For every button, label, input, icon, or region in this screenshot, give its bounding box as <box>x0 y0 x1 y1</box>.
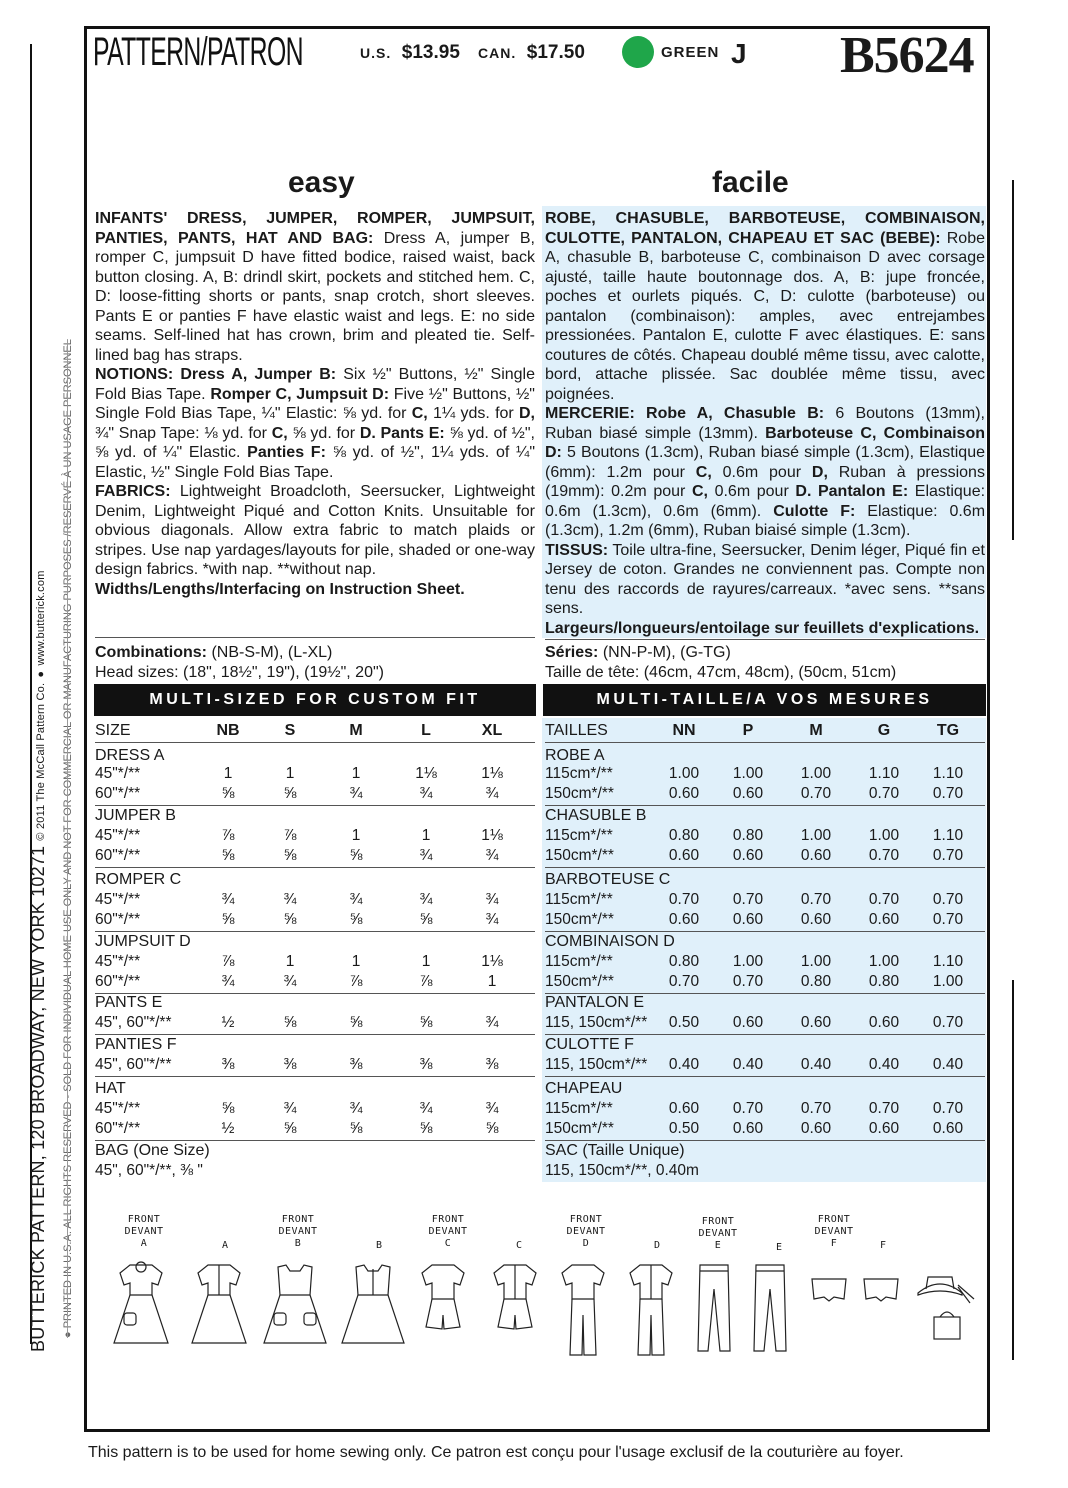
fabric-width: 45"*/** <box>95 827 141 844</box>
garment-section: HAT <box>95 1080 126 1097</box>
yardage-value: ⅜ <box>349 1056 363 1073</box>
yardage-value: ¾ <box>419 785 433 802</box>
size-header-P: P <box>742 722 754 739</box>
easy-heading: easy <box>288 166 355 199</box>
table-row-divider <box>545 867 985 868</box>
yardage-value: 0.60 <box>800 911 832 928</box>
fabric-width: 45", 60"*/** <box>95 1014 172 1031</box>
footer-note: This pattern is to be used for home sewing only. Ce patron est conçu pour l'usage exclusif de la couturière au foyer. <box>88 1444 904 1461</box>
yardage-value: 0.60 <box>668 847 700 864</box>
view-front-label: FRONT <box>817 1214 851 1225</box>
yardage-value: ⅝ <box>485 1120 499 1137</box>
yardage-value: 1 <box>285 765 295 782</box>
garment-section: PANTALON E <box>545 994 644 1011</box>
view-front-letter: D <box>582 1238 590 1249</box>
yardage-value: 0.80 <box>668 827 700 844</box>
yardage-value: ¾ <box>349 891 363 908</box>
yardage-value: 0.70 <box>868 891 900 908</box>
fabric-width: 60"*/** <box>95 847 141 864</box>
yardage-value: 1 <box>285 953 295 970</box>
view-label <box>698 1216 738 1252</box>
garment-section: CULOTTE F <box>545 1036 634 1053</box>
view-label <box>278 1214 318 1250</box>
view-front-label: FRONT <box>431 1214 465 1225</box>
view-front-letter: C <box>444 1238 452 1249</box>
yardage-value: ½ <box>221 1014 235 1031</box>
view-devant-label: DEVANT <box>124 1226 164 1237</box>
garment-section: CHAPEAU <box>545 1080 623 1097</box>
view-devant-label: DEVANT <box>428 1226 468 1237</box>
yardage-value: 1.00 <box>932 973 964 990</box>
garment-section: DRESS A <box>95 747 165 764</box>
size-header-label: TAILLES <box>545 722 608 739</box>
yardage-value: 1.00 <box>732 765 764 782</box>
yardage-value: 0.70 <box>732 891 764 908</box>
yardage-value: 0.70 <box>932 847 964 864</box>
garment-section: BARBOTEUSE C <box>545 871 671 888</box>
view-front-letter: E <box>714 1240 722 1251</box>
table-row-divider <box>95 1076 535 1077</box>
yardage-value: ⅜ <box>419 1056 433 1073</box>
yardage-value: 0.70 <box>868 847 900 864</box>
yardage-value: 0.60 <box>732 911 764 928</box>
yardage-value: 0.70 <box>800 891 832 908</box>
garment-section: COMBINAISON D <box>545 933 675 950</box>
yardage-value: 1.00 <box>732 953 764 970</box>
yardage-value: 1.10 <box>932 765 964 782</box>
sketch-jumper-b-back <box>342 1265 404 1343</box>
table-row-divider <box>95 805 535 806</box>
yardage-value: 0.40 <box>732 1056 764 1073</box>
yardage-value: 0.80 <box>868 973 900 990</box>
yardage-value: 0.80 <box>800 973 832 990</box>
size-header-XL: XL <box>481 722 503 739</box>
fabric-width: 60"*/** <box>95 1120 141 1137</box>
us-price: U.S. $13.95 <box>360 42 460 63</box>
view-label <box>124 1214 164 1250</box>
fabric-width: 115cm*/** <box>545 765 613 782</box>
sketch-pants-e-back <box>754 1265 786 1351</box>
view-back-letter: D <box>654 1240 661 1251</box>
fabric-width: 45", 60"*/**, ⅜ " <box>95 1162 203 1179</box>
garment-section: ROBE A <box>545 747 605 764</box>
view-front-label: FRONT <box>281 1214 315 1225</box>
yardage-value: ¾ <box>419 1100 433 1117</box>
view-label <box>814 1214 854 1250</box>
yardage-value: ⅞ <box>221 827 235 844</box>
yardage-value: 0.70 <box>668 973 700 990</box>
yardage-value: ¾ <box>485 1100 499 1117</box>
yardage-value: ⅝ <box>283 785 297 802</box>
fabric-width: 45"*/** <box>95 765 141 782</box>
yardage-value: ¾ <box>283 1100 297 1117</box>
view-back-letter: A <box>222 1240 229 1251</box>
side-printed-text: ● PRINTED IN U.S.A. ALL RIGHTS RESERVED - SOLD FOR INDIVIDUAL HOME USE ONLY AND NOT FOR COMMERCIAL OR MANUFACTURING PURPOSES /RESERVÉ À UN USAGE PERSONNEL <box>62 339 74 1338</box>
yardage-value: 0.70 <box>668 891 700 908</box>
fabric-width: 60"*/** <box>95 973 141 990</box>
yardage-value: ¾ <box>485 891 499 908</box>
yardage-value: 0.70 <box>732 973 764 990</box>
size-header-label: SIZE <box>95 722 131 739</box>
view-back-letter: C <box>516 1240 523 1251</box>
table-row-divider <box>545 1034 985 1035</box>
fabric-width: 115cm*/** <box>545 891 613 908</box>
sketch-panties-f-front <box>812 1279 846 1301</box>
divider-fr <box>545 639 985 640</box>
yardage-value: 0.50 <box>668 1120 700 1137</box>
yardage-value: 0.60 <box>732 785 764 802</box>
yardage-value: ¾ <box>485 911 499 928</box>
yardage-value: 0.60 <box>668 785 700 802</box>
yardage-value: 1.10 <box>932 953 964 970</box>
yardage-value: ⅝ <box>349 847 363 864</box>
table-row-divider <box>95 931 535 932</box>
yardage-value: 0.40 <box>800 1056 832 1073</box>
size-header-TG: TG <box>936 722 960 739</box>
sketch-pants-e-front <box>698 1265 730 1351</box>
garment-sketches <box>100 1255 980 1365</box>
table-row-divider <box>545 1076 985 1077</box>
yardage-value: ⅝ <box>221 1100 235 1117</box>
yardage-value: 0.70 <box>932 1100 964 1117</box>
pattern-title: PATTERN/PATRON <box>93 30 303 74</box>
sketch-romper-c-front <box>422 1265 464 1329</box>
fabric-width: 115cm*/** <box>545 953 613 970</box>
table-row-divider <box>545 742 985 743</box>
garment-section: ROMPER C <box>95 871 182 888</box>
yardage-value: ⅝ <box>349 911 363 928</box>
right-margin-rule-top <box>1012 180 1014 540</box>
yardage-value: 0.70 <box>932 891 964 908</box>
size-header-M: M <box>349 722 363 739</box>
yardage-value: 1 <box>421 827 431 844</box>
yardage-value: 1.00 <box>800 827 832 844</box>
size-header-G: G <box>877 722 891 739</box>
table-row-divider <box>545 1140 985 1141</box>
yardage-value: 0.70 <box>868 1100 900 1117</box>
table-row-divider <box>95 867 535 868</box>
view-front-letter: A <box>140 1238 148 1249</box>
yardage-value: 0.70 <box>932 1014 964 1031</box>
yardage-value: ⅝ <box>349 1014 363 1031</box>
size-header-S: S <box>284 722 296 739</box>
yardage-value: 0.60 <box>800 1120 832 1137</box>
yardage-value: ⅝ <box>419 1120 433 1137</box>
yardage-value: 0.70 <box>932 911 964 928</box>
yardage-value: ¾ <box>485 847 499 864</box>
green-dot-icon <box>622 36 654 68</box>
yardage-value: 0.70 <box>732 1100 764 1117</box>
banner-en: MULTI-SIZED FOR CUSTOM FIT <box>94 684 536 716</box>
fabric-width: 150cm*/** <box>545 911 614 928</box>
yardage-value: ¾ <box>349 785 363 802</box>
view-front-letter: B <box>294 1238 302 1249</box>
garment-section: BAG (One Size) <box>95 1142 210 1159</box>
yardage-value: ⅝ <box>283 1014 297 1031</box>
yardage-value: 1.00 <box>800 953 832 970</box>
view-front-label: FRONT <box>569 1214 603 1225</box>
yardage-value: 0.60 <box>668 1100 700 1117</box>
yardage-value: ¾ <box>283 973 297 990</box>
yardage-value: 0.70 <box>800 1100 832 1117</box>
fabric-width: 115, 150cm*/**, 0.40m <box>545 1162 699 1179</box>
yardage-value: 0.60 <box>800 847 832 864</box>
yardage-value: 1⅛ <box>481 765 503 782</box>
yardage-value: ⅝ <box>221 785 235 802</box>
banner-fr: MULTI-TAILLE/A VOS MESURES <box>543 684 986 716</box>
table-row-divider <box>95 1034 535 1035</box>
yardage-value: ¾ <box>221 891 235 908</box>
yardage-value: ⅝ <box>283 847 297 864</box>
yardage-value: 1.10 <box>932 827 964 844</box>
yardage-value: 0.60 <box>732 1014 764 1031</box>
yardage-value: 0.70 <box>800 785 832 802</box>
view-label <box>428 1214 468 1250</box>
yardage-value: ⅜ <box>283 1056 297 1073</box>
yardage-value: ¾ <box>485 785 499 802</box>
sketch-romper-c-back <box>494 1265 536 1329</box>
yardage-value: ¾ <box>221 973 235 990</box>
yardage-value: 0.40 <box>668 1056 700 1073</box>
combinations-fr: Séries: (NN-P-M), (G-TG) Taille de tête: (46cm, 47cm, 48cm), (50cm, 51cm) <box>545 644 897 681</box>
fabric-width: 150cm*/** <box>545 973 614 990</box>
yardage-value: 1⅛ <box>415 765 437 782</box>
fabric-width: 150cm*/** <box>545 785 614 802</box>
view-devant-label: DEVANT <box>698 1228 738 1239</box>
yardage-value: ⅝ <box>349 1120 363 1137</box>
view-back-letter: B <box>376 1240 383 1251</box>
fabric-width: 150cm*/** <box>545 1120 614 1137</box>
yardage-value: 0.60 <box>668 911 700 928</box>
english-description: INFANTS' DRESS, JUMPER, ROMPER, JUMPSUIT, PANTIES, PANTS, HAT AND BAG: Dress A, jumper B, romper C, jumpsuit D have fitted bodice, raised waist, back button closing. A, B: drindl skirt, pockets and stitched hem. C, D: loose-fitting shorts or pants, snap crotch, short sleeves. Pants E or panties F have elastic waist and legs. E: no side seams. Self-lined hat has crown, brim and pleated tie. Self-lined bag has straps. NOTIONS: Dress A, Jumper B: Six ½" Buttons, ½" Single Fold Bias Tape. Romper C, Jumpsuit D: Five ½" Buttons, ½" Single Fold Bias Tape, ¼" Elastic: ⅝ yd. for C, 1¼ yds. for D, ¾" Snap Tape: ⅛ yd. for C, ⅝ yd. for D. Pants E: ⅝ yd. of ½", ⅝ yd. of ¼" Elastic. Panties F: ⅝ yd. of ½", 1¼ yds. of ¼" Elastic, ½" Single Fold Bias Tape. FABRICS: Lightweight Broadcloth, Seersucker, Lightweight Denim, Lightweight Piqué and Cotton Knits. Unsuitable for obvious diagonals. Allow extra fabric to match plaids or stripes. Use nap yardages/layouts for pile, shaded or one-way design fabrics. *with nap. **without nap. Widths/Lengths/Interfacing on Instruction Sheet. <box>95 210 536 598</box>
fabric-width: 45"*/** <box>95 953 141 970</box>
sketch-dress-a-front <box>114 1262 168 1343</box>
yardage-value: 0.60 <box>732 847 764 864</box>
view-devant-label: DEVANT <box>278 1226 318 1237</box>
sketch-jumpsuit-d-front <box>562 1265 604 1355</box>
garment-section: PANTS E <box>95 994 163 1011</box>
size-header-NN: NN <box>672 722 696 739</box>
yardage-value: ⅞ <box>221 953 235 970</box>
yardage-value: ⅝ <box>221 911 235 928</box>
view-devant-label: DEVANT <box>566 1226 606 1237</box>
table-row-divider <box>545 805 985 806</box>
color-name: GREEN <box>661 44 720 61</box>
sketch-panties-f-back <box>864 1279 898 1301</box>
yardage-value: 1.00 <box>868 827 900 844</box>
yardage-value: ⅝ <box>283 911 297 928</box>
fabric-width: 115cm*/** <box>545 1100 613 1117</box>
yardage-value: ⅝ <box>283 1120 297 1137</box>
fabric-width: 115, 150cm*/** <box>545 1056 648 1073</box>
yardage-value: ¾ <box>283 891 297 908</box>
yardage-value: ⅝ <box>419 911 433 928</box>
sketch-dress-a-back <box>192 1265 246 1343</box>
yardage-value: ¾ <box>419 847 433 864</box>
yardage-value: 1.00 <box>800 765 832 782</box>
view-front-letter: F <box>830 1238 838 1249</box>
fabric-width: 45", 60"*/** <box>95 1056 172 1073</box>
yardage-value: ¾ <box>349 1100 363 1117</box>
yardage-value: ¾ <box>419 891 433 908</box>
yardage-value: ⅜ <box>485 1056 499 1073</box>
price-letter: J <box>731 38 747 69</box>
table-row-divider <box>545 993 985 994</box>
yardage-value: 1 <box>351 765 361 782</box>
view-label <box>566 1214 606 1250</box>
yardage-value: 0.60 <box>732 1120 764 1137</box>
fabric-width: 60"*/** <box>95 911 141 928</box>
french-description: ROBE, CHASUBLE, BARBOTEUSE, COMBINAISON, CULOTTE, PANTALON, CHAPEAU ET SAC (BEBE): Robe A, chasuble B, barboteuse C, combinaison D avec corsage ajusté, taille haute boutonnage dos. A, B: jupe froncée, poches et ourlets piqués. C, D: culotte (barboteuse) ou pantalon (combinaison): amples, avec entrejambes pressionées. Pantalon E, culotte F avec élastiques. E: sans coutures de côtés. Chapeau doublé même tissu, avec calotte, bord, attache plissée. Sac doublée même tissu, avec poignées. MERCERIE: Robe A, Chasuble B: 6 Boutons (13mm), Ruban biasé simple (13mm). Barboteuse C, Combinaison D: 5 Boutons (1.3cm), Ruban biasé simple (1.3cm), Elastique (6mm): 1.2m pour C, 0.6m pour D, Ruban à pressions (19mm): 0.2m pour C, 0.6m pour D. Pantalon E: Elastique: 0.6m (1.3cm), 0.6m (6mm). Culotte F: Elastique: 0.6m (1.3cm), 1.2m (6mm), Ruban biaisé simple (1.3cm). TISSUS: Toile ultra-fine, Seersucker, Denim léger, Piqué fin et Jersey de coton. Grandes ne conviennent pas. Compte non tenu des raccords de rayures/carreaux. *avec sens. **sans sens. Largeurs/longueurs/entoilage sur feuillets d'explications. <box>545 210 986 637</box>
garment-section: PANTIES F <box>95 1036 177 1053</box>
fabric-width: 45"*/** <box>95 891 141 908</box>
table-row-divider <box>95 1140 535 1141</box>
yardage-value: 0.80 <box>732 827 764 844</box>
yardage-value: 1.10 <box>868 765 900 782</box>
garment-section: CHASUBLE B <box>545 807 647 824</box>
size-header-NB: NB <box>216 722 240 739</box>
yardage-value: 0.60 <box>868 1014 900 1031</box>
fabric-width: 150cm*/** <box>545 847 614 864</box>
yardage-value: ⅞ <box>349 973 363 990</box>
size-header-L: L <box>421 722 431 739</box>
yardage-value: 1 <box>223 765 233 782</box>
divider-en <box>95 637 535 638</box>
can-price: CAN. $17.50 <box>478 42 585 63</box>
yardage-value: 0.60 <box>800 1014 832 1031</box>
yardage-value: 0.60 <box>868 911 900 928</box>
yardage-value: ¾ <box>485 1014 499 1031</box>
yardage-value: ⅜ <box>221 1056 235 1073</box>
yardage-value: 1 <box>421 953 431 970</box>
sketch-hat <box>918 1277 974 1303</box>
combinations-en: Combinations: (NB-S-M), (L-XL) Head sizes: (18", 18½", 19"), (19½", 20") <box>95 644 384 681</box>
view-front-label: FRONT <box>701 1216 735 1227</box>
yardage-value: 0.40 <box>932 1056 964 1073</box>
yardage-value: ½ <box>221 1120 235 1137</box>
table-row-divider <box>95 993 535 994</box>
view-front-label: FRONT <box>127 1214 161 1225</box>
pattern-number: B5624 <box>840 27 974 84</box>
fabric-width: 115, 150cm*/** <box>545 1014 648 1031</box>
garment-section: JUMPER B <box>95 807 176 824</box>
yardage-value: 1⅛ <box>481 827 503 844</box>
size-header-M: M <box>809 722 823 739</box>
yardage-value: 0.70 <box>932 785 964 802</box>
yardage-value: 1 <box>351 827 361 844</box>
fabric-width: 45"*/** <box>95 1100 141 1117</box>
yardage-value: 1⅛ <box>481 953 503 970</box>
table-row-divider <box>95 742 535 743</box>
yardage-value: 0.50 <box>668 1014 700 1031</box>
yardage-value: 1.00 <box>668 765 700 782</box>
yardage-value: ⅞ <box>419 973 433 990</box>
fabric-width: 115cm*/** <box>545 827 613 844</box>
sketch-jumpsuit-d-back <box>630 1265 672 1355</box>
sketch-bag <box>934 1312 960 1339</box>
sketch-jumper-b-front <box>264 1265 326 1343</box>
view-devant-label: DEVANT <box>814 1226 854 1237</box>
fabric-width: 60"*/** <box>95 785 141 802</box>
side-publisher-text: BUTTERICK PATTERN, 120 BROADWAY, NEW YORK 10271 © 2011 The McCall Pattern Co. ● www.butterick.com <box>28 570 48 1352</box>
yardage-value: 0.80 <box>668 953 700 970</box>
yardage-value: 1 <box>351 953 361 970</box>
view-back-letter: F <box>880 1240 887 1251</box>
yardage-value: 0.70 <box>868 785 900 802</box>
right-margin-rule-bottom <box>1012 980 1014 1360</box>
garment-section: SAC (Taille Unique) <box>545 1142 685 1159</box>
yardage-value: 0.40 <box>868 1056 900 1073</box>
yardage-value: 1 <box>487 973 497 990</box>
yardage-value: ⅝ <box>221 847 235 864</box>
facile-heading: facile <box>712 166 789 199</box>
table-row-divider <box>545 931 985 932</box>
yardage-value: ⅞ <box>283 827 297 844</box>
view-back-letter: E <box>776 1242 783 1253</box>
yardage-value: 0.60 <box>932 1120 964 1137</box>
yardage-value: 1.00 <box>868 953 900 970</box>
yardage-value: ⅝ <box>419 1014 433 1031</box>
yardage-value: 0.60 <box>868 1120 900 1137</box>
garment-section: JUMPSUIT D <box>95 933 191 950</box>
